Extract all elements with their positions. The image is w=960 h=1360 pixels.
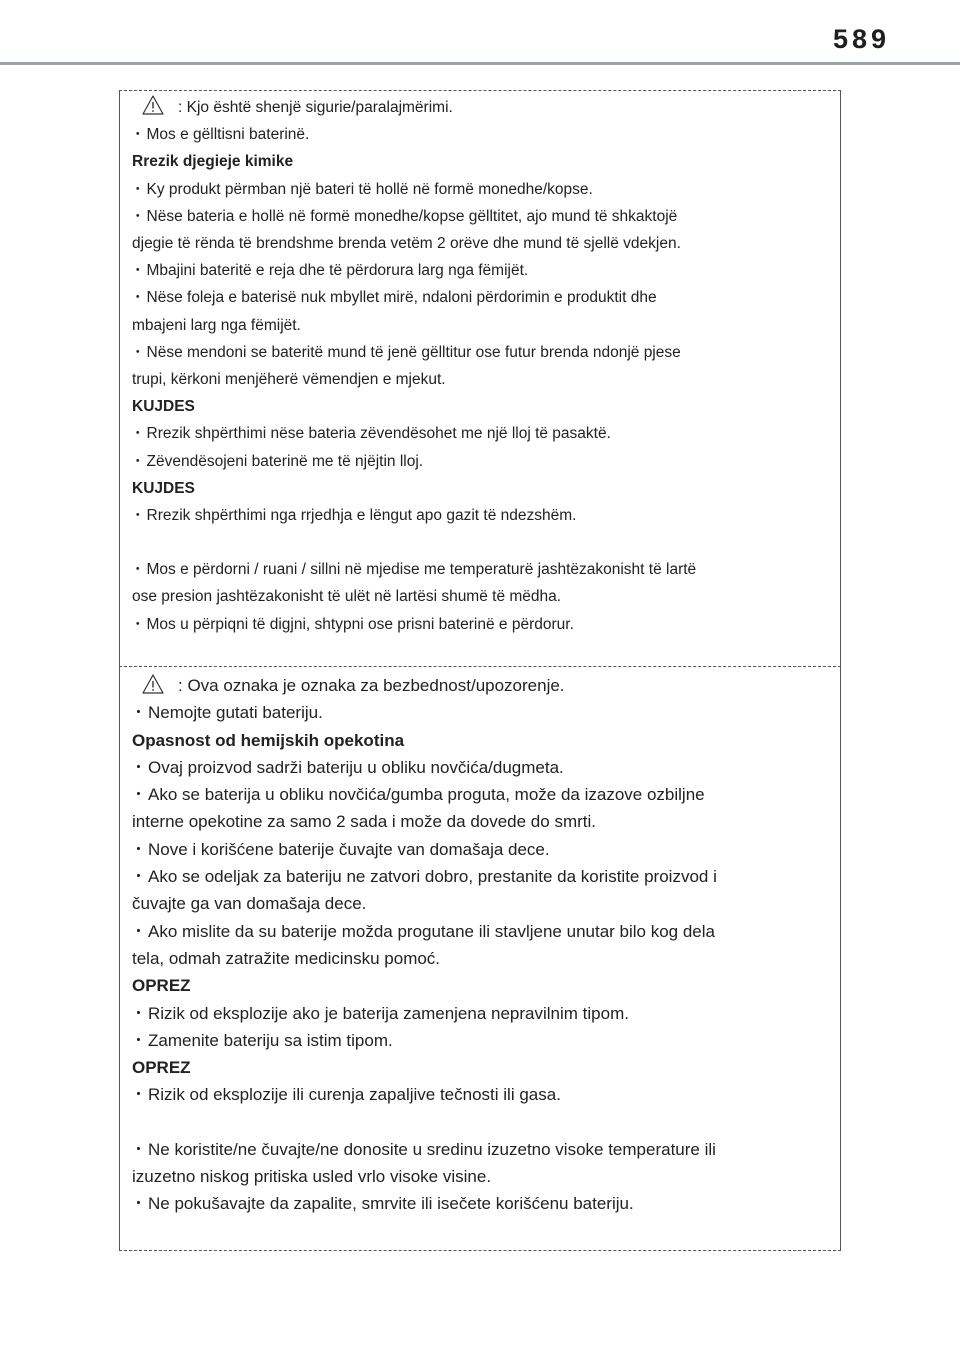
line-text: Nëse foleja e baterisë nuk mbyllet mirë, ndaloni përdorimin e produktit dhe xyxy=(146,289,657,307)
warning-line xyxy=(132,556,834,583)
warning-line xyxy=(132,1136,834,1163)
line-text: Mos e përdorni / ruani / sillni në mjedise me temperaturë jashtëzakonisht të lartë xyxy=(146,561,697,579)
line-text: Ne pokušavajte da zapalite, smrvite ili isečete korišćenu bateriju. xyxy=(148,1194,634,1214)
line-text: Rrezik djegieje kimike xyxy=(132,153,294,171)
warning-line xyxy=(132,1027,834,1054)
line-text: Rrezik shpërthimi nëse bateria zëvendësohet me një lloj të pasaktë. xyxy=(146,425,611,443)
line-text: OPREZ xyxy=(132,976,191,996)
line-text: Nove i korišćene baterije čuvajte van domašaja dece. xyxy=(148,839,550,859)
section-heading xyxy=(132,475,834,502)
page-number: 589 xyxy=(832,24,890,54)
line-text: Mos e gëlltisni baterinë. xyxy=(146,126,310,144)
serbian-warning-box xyxy=(119,666,841,1250)
line-text: Rizik od eksplozije ako je baterija zamenjena nepravilnim tipom. xyxy=(148,1003,629,1023)
line-text: Nëse bateria e hollë në formë monedhe/kopse gëlltitet, ajo mund të shkaktojë xyxy=(146,207,678,225)
line-text: KUJDES xyxy=(132,479,195,497)
line-text: Ako mislite da su baterije možda progutane ili stavljene unutar bilo kog dela xyxy=(148,921,715,941)
warning-line xyxy=(132,1190,834,1217)
warning-line xyxy=(132,890,834,917)
warning-triangle-icon xyxy=(142,95,164,115)
section-heading xyxy=(132,1054,834,1081)
line-text: Rrezik shpërthimi nga rrjedhja e lëngut apo gazit të ndezshëm. xyxy=(146,507,577,525)
warning-line xyxy=(132,754,834,781)
paragraph-gap xyxy=(132,529,834,556)
line-text: izuzetno niskog pritiska usled vrlo visoke visine. xyxy=(132,1167,492,1187)
warning-line xyxy=(132,366,834,393)
line-text: Ne koristite/ne čuvajte/ne donosite u sredinu izuzetno visoke temperature ili xyxy=(148,1139,716,1159)
line-text: Nemojte gutati bateriju. xyxy=(148,703,323,723)
section-heading xyxy=(132,148,834,175)
line-text: interne opekotine za samo 2 sada i može da dovede do smrti. xyxy=(132,812,596,832)
albanian-warning-text xyxy=(132,94,834,638)
warning-line xyxy=(132,918,834,945)
warning-line xyxy=(132,448,834,475)
warning-line xyxy=(132,583,834,610)
line-text: tela, odmah zatražite medicinsku pomoć. xyxy=(132,948,441,968)
line-text: trupi, kërkoni menjëherë vëmendjen e mjekut. xyxy=(132,371,446,389)
box-bottom-border xyxy=(119,1250,841,1251)
line-text: Nëse mendoni se bateritë mund të jenë gëlltitur ose futur brenda ndonjë pjese xyxy=(146,343,681,361)
warning-line xyxy=(132,781,834,808)
warning-line xyxy=(132,1163,834,1190)
line-text: OPREZ xyxy=(132,1058,191,1078)
line-text: Ako se odeljak za bateriju ne zatvori dobro, prestanite da koristite proizvod i xyxy=(148,867,717,887)
line-text: : Kjo është shenjë sigurie/paralajmërimi. xyxy=(178,99,453,116)
warning-line xyxy=(132,230,834,257)
line-text: : Ova oznaka je oznaka za bezbednost/upozorenje. xyxy=(178,676,565,695)
warning-line xyxy=(132,945,834,972)
warning-symbol-line xyxy=(132,94,834,121)
section-heading xyxy=(132,727,834,754)
warning-line xyxy=(132,502,834,529)
line-text: mbajeni larg nga fëmijët. xyxy=(132,316,301,334)
warning-line xyxy=(132,863,834,890)
header-rule xyxy=(0,62,960,65)
warning-triangle-icon xyxy=(142,674,164,694)
warning-line xyxy=(132,808,834,835)
warning-line xyxy=(132,699,834,726)
line-text: Mbajini bateritë e reja dhe të përdorura larg nga fëmijët. xyxy=(146,262,529,280)
warning-line xyxy=(132,1081,834,1108)
warning-line xyxy=(132,836,834,863)
line-text: Ovaj proizvod sadrži bateriju u obliku novčića/dugmeta. xyxy=(148,757,564,777)
line-text: djegie të rënda të brendshme brenda vetëm 2 orëve dhe mund të sjellë vdekjen. xyxy=(132,235,681,253)
warning-line xyxy=(132,611,834,638)
line-text: Mos u përpiqni të digjni, shtypni ose prisni baterinë e përdorur. xyxy=(146,615,574,633)
warning-line xyxy=(132,257,834,284)
line-text: ose presion jashtëzakonisht të ulët në lartësi shumë të mëdha. xyxy=(132,588,562,606)
line-text: čuvajte ga van domašaja dece. xyxy=(132,894,367,914)
warning-line xyxy=(132,420,834,447)
section-heading xyxy=(132,972,834,999)
warning-symbol-line xyxy=(132,672,834,699)
section-heading xyxy=(132,393,834,420)
line-text: Zamenite bateriju sa istim tipom. xyxy=(148,1030,393,1050)
line-text: Ky produkt përmban një bateri të hollë në formë monedhe/kopse. xyxy=(146,180,593,198)
warning-line xyxy=(132,1000,834,1027)
warning-line xyxy=(132,176,834,203)
line-text: Ako se baterija u obliku novčića/gumba proguta, može da izazove ozbiljne xyxy=(148,785,705,805)
warning-line xyxy=(132,121,834,148)
line-text: Opasnost od hemijskih opekotina xyxy=(132,730,405,750)
warning-line xyxy=(132,312,834,339)
albanian-warning-box xyxy=(119,90,841,666)
warning-line xyxy=(132,284,834,311)
warning-line xyxy=(132,339,834,366)
warning-line xyxy=(132,203,834,230)
paragraph-gap xyxy=(132,1109,834,1136)
line-text: KUJDES xyxy=(132,398,195,416)
line-text: Rizik od eksplozije ili curenja zapaljive tečnosti ili gasa. xyxy=(148,1085,561,1105)
serbian-warning-text xyxy=(132,672,834,1218)
line-text: Zëvendësojeni baterinë me të njëjtin lloj. xyxy=(146,452,424,470)
